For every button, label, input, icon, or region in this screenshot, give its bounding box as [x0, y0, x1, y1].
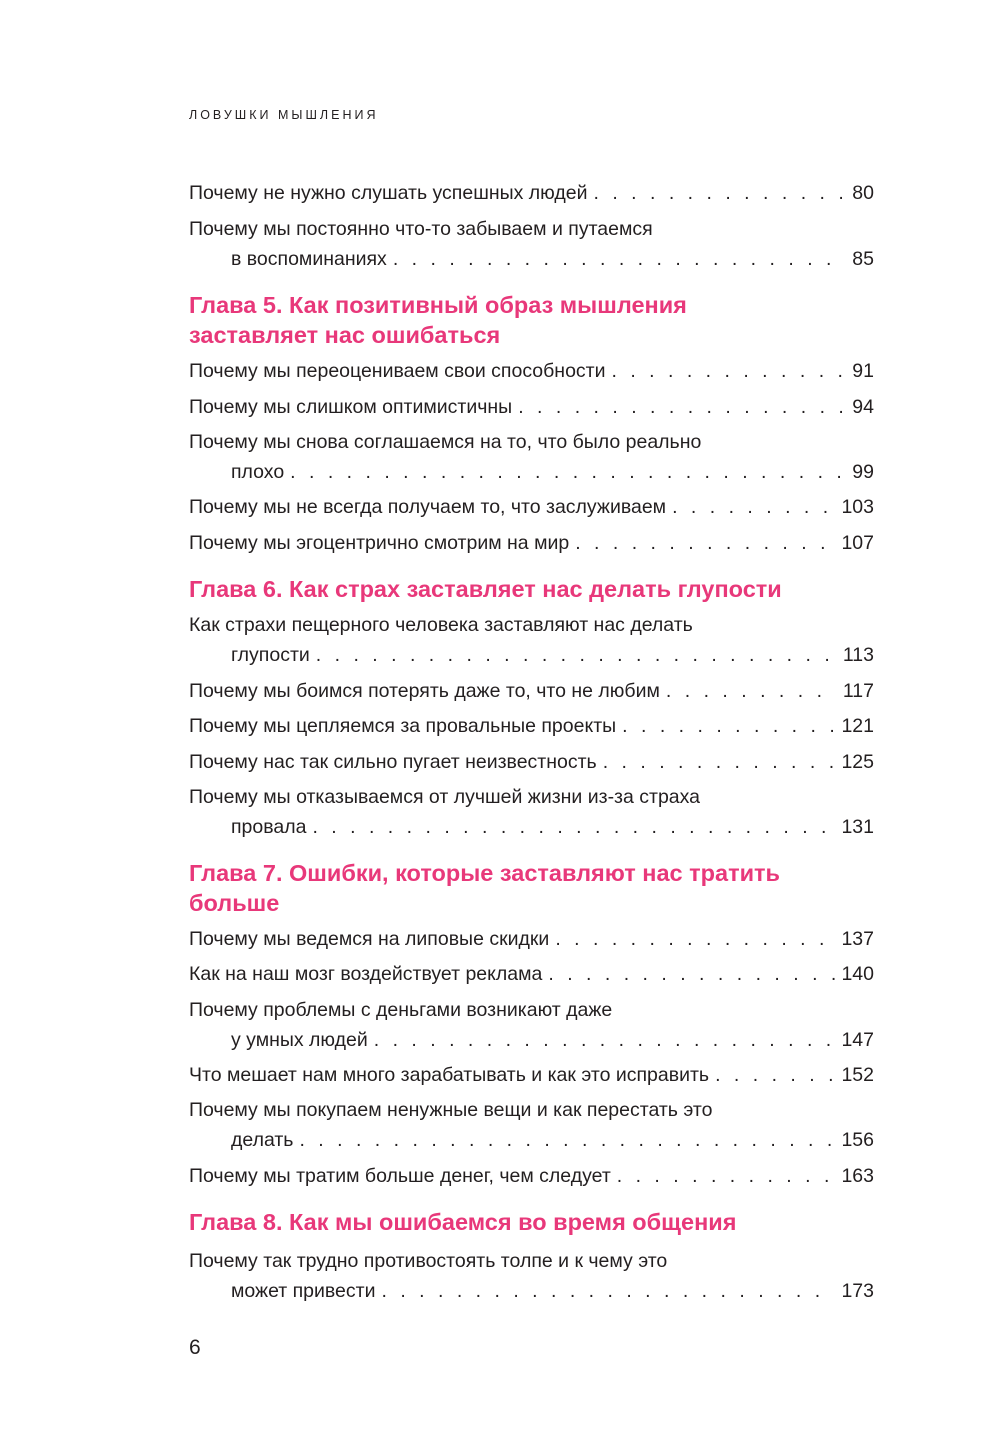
toc-entry[interactable] [189, 610, 874, 670]
toc-entry-title: Что мешает нам много зарабатывать и как это исправить [189, 1064, 710, 1086]
toc-page-number: 113 [842, 644, 874, 666]
toc-entry-title-continued: плохо [231, 461, 285, 483]
chapter-title: Глава 8. Как мы ошибаемся во время общения [189, 1209, 737, 1235]
toc-page-number: 117 [842, 680, 874, 702]
chapter-heading[interactable] [189, 858, 889, 918]
toc-entry-title-continued: может привести [231, 1280, 376, 1302]
toc-entry[interactable] [189, 995, 874, 1055]
dot-leader [312, 812, 835, 842]
dot-leader [518, 392, 846, 422]
running-head: ЛОВУШКИ МЫШЛЕНИЯ [189, 108, 379, 122]
chapter-title-continued: больше [189, 890, 280, 916]
dot-leader [548, 959, 835, 989]
toc-page-number: 103 [841, 496, 874, 518]
toc-entry[interactable] [189, 711, 874, 741]
toc-entry[interactable] [189, 178, 874, 208]
toc-page-number: 140 [841, 963, 874, 985]
toc-entry-title: Почему проблемы с деньгами возникают даже [189, 999, 613, 1021]
dot-leader [603, 747, 836, 777]
toc-entry-title: Почему мы снова соглашаемся на то, что было реально [189, 431, 702, 453]
toc-entry[interactable] [189, 676, 874, 706]
dot-leader [316, 640, 837, 670]
dot-leader [715, 1060, 835, 1090]
toc-page-number: 85 [852, 248, 874, 270]
toc-page-number: 94 [852, 396, 874, 418]
toc-entry-title-continued: у умных людей [231, 1029, 368, 1051]
toc-page-number: 107 [841, 532, 874, 554]
toc-entry[interactable] [189, 427, 874, 487]
toc-entry-title: Почему так трудно противостоять толпе и к чему это [189, 1250, 668, 1272]
toc-entry-title: Почему мы переоцениваем свои способности [189, 360, 606, 382]
toc-page-number: 91 [852, 360, 874, 382]
toc-entry[interactable] [189, 1095, 874, 1155]
dot-leader [666, 676, 837, 706]
toc-entry-title: Почему мы цепляемся за провальные проекты [189, 715, 617, 737]
chapter-heading[interactable] [189, 1207, 889, 1237]
toc-entry-title: Почему мы тратим больше денег, чем следует [189, 1165, 611, 1187]
dot-leader [594, 178, 847, 208]
toc-entry-title: Как на наш мозг воздействует реклама [189, 963, 543, 985]
dot-leader [672, 492, 835, 522]
toc-entry-title-continued: в воспоминаниях [231, 248, 387, 270]
dot-leader [290, 457, 846, 487]
toc-entry[interactable] [189, 492, 874, 522]
toc-entry[interactable] [189, 959, 874, 989]
toc-entry-title: Почему мы эгоцентрично смотрим на мир [189, 532, 570, 554]
toc-entry-title-continued: провала [231, 816, 307, 838]
dot-leader [617, 1161, 836, 1191]
toc-entry-title: Почему мы отказываемся от лучшей жизни из-за страха [189, 786, 701, 808]
chapter-title: Глава 5. Как позитивный образ мышления [189, 292, 687, 318]
chapter-title-continued: заставляет нас ошибаться [189, 322, 501, 348]
toc-page-number: 152 [841, 1064, 874, 1086]
dot-leader [374, 1025, 836, 1055]
chapter-heading[interactable] [189, 290, 889, 350]
toc-entry-title-continued: глупости [231, 644, 310, 666]
dot-leader [393, 244, 846, 274]
toc-entry-title: Почему мы боимся потерять даже то, что не любим [189, 680, 660, 702]
toc-page-number: 173 [841, 1280, 874, 1302]
toc-entry[interactable] [189, 782, 874, 842]
dot-leader [299, 1125, 835, 1155]
toc-entry-title-continued: делать [231, 1129, 294, 1151]
toc-page-number: 163 [841, 1165, 874, 1187]
toc-entry[interactable] [189, 924, 874, 954]
toc-entry-title: Почему мы ведемся на липовые скидки [189, 928, 550, 950]
toc-entry-title: Почему мы покупаем ненужные вещи и как перестать это [189, 1099, 713, 1121]
dot-leader [575, 528, 835, 558]
dot-leader [381, 1276, 835, 1306]
toc-entry[interactable] [189, 356, 874, 386]
toc-page-number: 121 [841, 715, 874, 737]
toc-page-number: 125 [841, 751, 874, 773]
toc-entry[interactable] [189, 1060, 874, 1090]
toc-entry[interactable] [189, 528, 874, 558]
toc-page-number: 131 [841, 816, 874, 838]
toc-entry-title: Почему мы не всегда получаем то, что заслуживаем [189, 496, 667, 518]
toc-entry[interactable] [189, 747, 874, 777]
toc-entry[interactable] [189, 214, 874, 274]
toc-entry-title: Почему мы слишком оптимистичны [189, 396, 513, 418]
toc-entry-title: Почему мы постоянно что-то забываем и путаемся [189, 218, 653, 240]
toc-entry[interactable] [189, 392, 874, 422]
toc-entry-title: Почему не нужно слушать успешных людей [189, 182, 588, 204]
dot-leader [612, 356, 847, 386]
chapter-heading[interactable] [189, 574, 889, 604]
toc-page-number: 156 [841, 1129, 874, 1151]
toc-page-number: 80 [852, 182, 874, 204]
toc-entry-title: Почему нас так сильно пугает неизвестность [189, 751, 597, 773]
toc-page-number: 147 [841, 1029, 874, 1051]
toc-page-number: 99 [852, 461, 874, 483]
chapter-title: Глава 7. Ошибки, которые заставляют нас тратить [189, 860, 780, 886]
toc-entry-title: Как страхи пещерного человека заставляют нас делать [189, 614, 693, 636]
page-number: 6 [189, 1336, 201, 1359]
toc-entry[interactable] [189, 1246, 874, 1306]
dot-leader [555, 924, 835, 954]
chapter-title: Глава 6. Как страх заставляет нас делать глупости [189, 576, 782, 602]
dot-leader [622, 711, 835, 741]
toc-page-number: 137 [841, 928, 874, 950]
toc-entry[interactable] [189, 1161, 874, 1191]
